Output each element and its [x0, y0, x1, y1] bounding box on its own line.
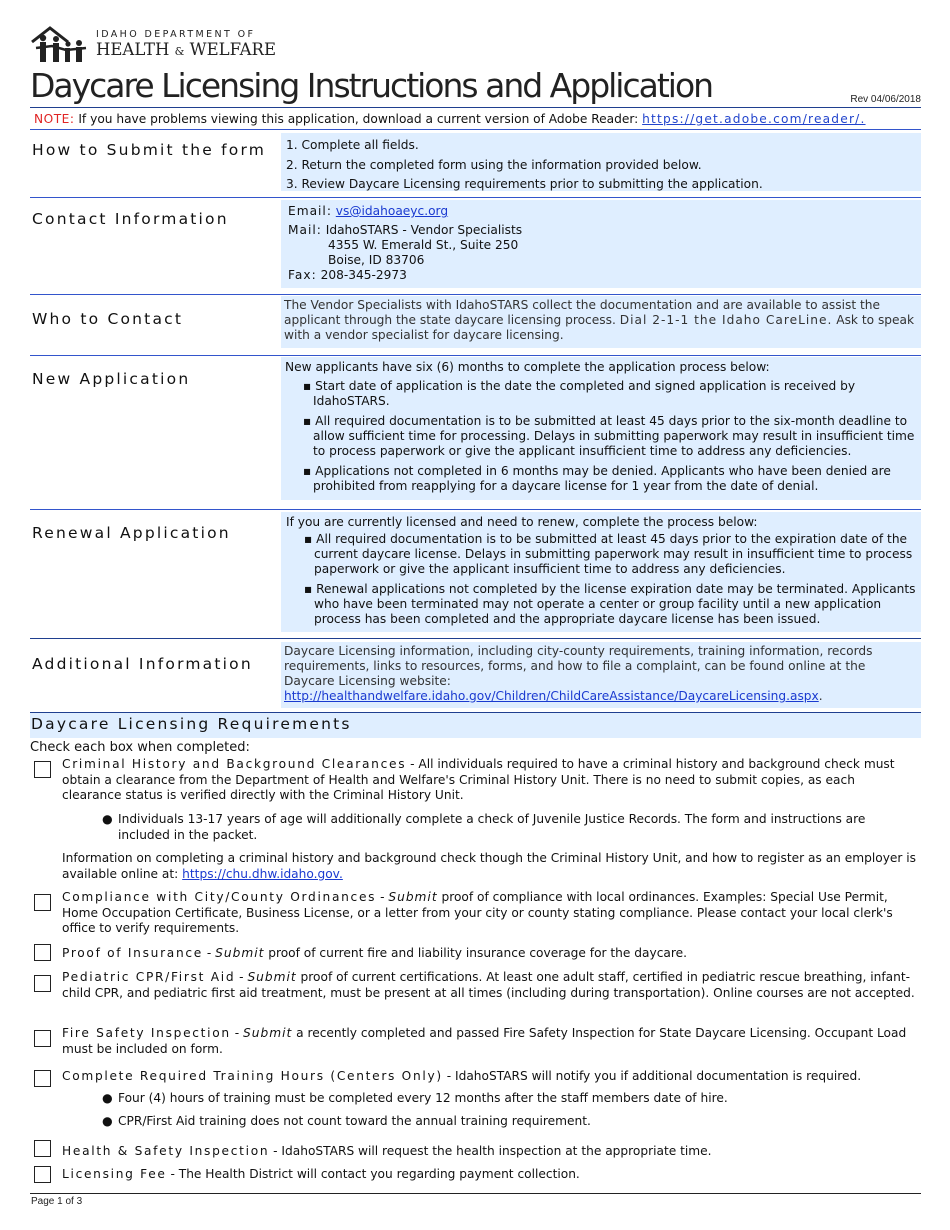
new-application-label: New Application — [32, 370, 191, 388]
note-label: NOTE: — [34, 112, 75, 126]
renewal-bullet: ▪ All required documentation is to be submitted at least 45 days prior to the expiration date of the current daycare license. Delays in submitting paperwork may result in insufficient time to process paperwork or give the applicant insufficient time to address any deficiencies. — [304, 532, 913, 576]
additional-info-box: Daycare Licensing information, including city-county requirements, training information, records requirements, links to resources, forms, and how to file a complaint, can be found online at the Daycare Licensing website: http://healthandwelfare.idaho.gov/Children/ChildCareAssistance/DaycareLicensing.aspx. — [281, 642, 921, 708]
criminal-history-item: Criminal History and Background Clearances - All individuals required to have a criminal history and background check must obtain a clearance from the Department of Health and Welfare's Criminal History Unit. There is no need to submit copies, as each clearance status is verified directly with the Criminal History Unit. — [62, 757, 895, 803]
how-to-submit-section — [30, 130, 921, 192]
new-application-section — [30, 355, 921, 502]
health-safety-checkbox[interactable] — [34, 1140, 51, 1157]
idhw-logo — [30, 26, 280, 66]
mail-line1: IdahoSTARS - Vendor Specialists — [325, 223, 523, 237]
fire-safety-checkbox[interactable] — [34, 1030, 51, 1047]
licensing-fee-checkbox[interactable] — [34, 1166, 51, 1183]
email-link[interactable]: vs@idahoaeyc.org — [335, 204, 449, 218]
revision-date: Rev 04/06/2018 — [850, 94, 921, 105]
who-to-contact-box — [281, 296, 921, 348]
step-1: 1. Complete all fields. — [286, 138, 419, 152]
contact-divider — [30, 197, 921, 198]
who-text-2: Ask to speak with a vendor specialist for daycare licensing. — [284, 313, 915, 342]
renewal-application-label: Renewal Application — [32, 524, 231, 542]
step-3: 3. Review Daycare Licensing requirements prior to submitting the application. — [286, 177, 763, 191]
daycare-licensing-link[interactable]: http://healthandwelfare.idaho.gov/Children/ChildCareAssistance/DaycareLicensing.aspx — [284, 689, 819, 703]
chu-link[interactable]: https://chu.dhw.idaho.gov. — [182, 866, 343, 881]
licensing-fee-item: Licensing Fee - The Health District will contact you regarding payment collection. — [62, 1167, 580, 1181]
contact-label: Contact Information — [32, 210, 229, 228]
adobe-note — [34, 112, 866, 126]
fax-number: 208-345-2973 — [320, 268, 407, 282]
training-bullet: Four (4) hours of training must be completed every 12 months after the staff members date of hire. — [118, 1091, 728, 1105]
contact-box — [281, 200, 921, 288]
who-divider — [30, 294, 921, 295]
health-safety-item: Health & Safety Inspection - IdahoSTARS will request the health inspection at the appropriate time. — [62, 1144, 712, 1158]
additional-info-label: Additional Information — [32, 655, 253, 673]
contact-section — [30, 197, 921, 290]
check-instruction: Check each box when completed: — [30, 740, 250, 755]
page-number: Page 1 of 3 — [31, 1196, 83, 1207]
who-text-1: The Vendor Specialists with IdahoSTARS collect the documentation and are available to assist the applicant through the state daycare licensing process. — [284, 298, 881, 327]
training-item: Complete Required Training Hours (Centers Only) - IdahoSTARS will notify you if additional documentation is required. — [62, 1069, 862, 1083]
insurance-item: Proof of Insurance - Submit proof of current fire and liability insurance coverage for the daycare. — [62, 946, 687, 960]
renewal-application-section — [30, 509, 921, 631]
note-text: If you have problems viewing this application, download a current version of Adobe Reader: — [74, 112, 643, 126]
cpr-item: Pediatric CPR/First Aid - Submit proof of current certifications. At least one adult staff, certified in pediatric rescue breathing, infant-child CPR, and pediatric first aid treatment, must be present at all times (including during transportation). Online courses are not accepted. — [62, 970, 915, 1000]
requirements-header — [30, 712, 921, 738]
how-to-submit-label: How to Submit the form — [32, 141, 267, 159]
family-logo-icon — [30, 26, 90, 66]
mail-line3: Boise, ID 83706 — [328, 253, 425, 267]
new-app-bullet: ▪ Start date of application is the date the completed and signed application is received by IdahoSTARS. — [303, 379, 856, 408]
page-title: Daycare Licensing Instructions and Application — [30, 66, 713, 105]
new-app-intro: New applicants have six (6) months to complete the application process below: — [285, 360, 770, 374]
renewal-application-box — [281, 512, 921, 632]
title-divider — [30, 107, 921, 108]
compliance-item: Compliance with City/County Ordinances - Submit proof of compliance with local ordinances. Examples: Special Use Permit, Home Occupation Certificate, Business License, or a letter from your city or county stating compliance. Please contact your local clerk's office to verify requirements. — [62, 890, 893, 936]
org-line2: HEALTH & WELFARE — [96, 40, 277, 59]
insurance-checkbox[interactable] — [34, 944, 51, 961]
training-checkbox[interactable] — [34, 1070, 51, 1087]
additional-info-section — [30, 638, 921, 708]
new-app-divider — [30, 355, 921, 356]
training-bullet: CPR/First Aid training does not count toward the annual training requirement. — [118, 1114, 591, 1128]
who-to-contact-section — [30, 294, 921, 350]
new-app-bullet: ▪ Applications not completed in 6 months may be denied. Applicants who have been denied are prohibited from reapplying for a daycare license for 1 year from the date of denial. — [303, 464, 891, 493]
renewal-divider — [30, 509, 921, 510]
cpr-checkbox[interactable] — [34, 975, 51, 992]
requirements-title: Daycare Licensing Requirements — [31, 715, 352, 733]
renewal-intro: If you are currently licensed and need to renew, complete the process below: — [286, 515, 758, 529]
who-to-contact-label: Who to Contact — [32, 310, 184, 328]
criminal-history-checkbox[interactable] — [34, 761, 51, 778]
new-app-bullet: ▪ All required documentation is to be submitted at least 45 days prior to the six-month deadline to allow sufficient time for processing. Delays in submitting paperwork may result in insufficient time to process paperwork or give the applicant insufficient time to address any deficiencies. — [303, 414, 915, 458]
new-application-box — [281, 357, 921, 500]
bullet-dot: ● — [102, 1091, 113, 1105]
additional-info-text: Daycare Licensing information, including city-county requirements, training information, records requirements, links to resources, forms, and how to file a complaint, can be found online at the Daycare Licensing website: — [284, 644, 873, 688]
org-line1: IDAHO DEPARTMENT OF — [96, 29, 256, 40]
compliance-checkbox[interactable] — [34, 894, 51, 911]
careline-text: Dial 2-1-1 the Idaho CareLine. — [619, 313, 833, 327]
mail-line2: 4355 W. Emerald St., Suite 250 — [328, 238, 519, 252]
criminal-history-info: Information on completing a criminal history and background check though the Criminal History Unit, and how to register as an employer is available online at: https://chu.dhw.idaho.gov. — [62, 851, 917, 881]
juvenile-records-note: Individuals 13-17 years of age will additionally complete a check of Juvenile Justice Records. The form and instructions are included in the packet. — [118, 812, 866, 842]
adobe-reader-link[interactable]: https://get.adobe.com/reader/. — [642, 112, 866, 126]
step-2: 2. Return the completed form using the information provided below. — [286, 157, 702, 172]
renewal-bullet: ▪ Renewal applications not completed by the license expiration date may be terminated. Applicants who have been terminated may not operate a center or group facility until a new application process has been completed and the appropriate daycare license has been issued. — [304, 582, 916, 626]
fire-safety-item: Fire Safety Inspection - Submit a recently completed and passed Fire Safety Inspection for State Daycare Licensing. Occupant Load must be included on form. — [62, 1026, 907, 1056]
email-label: Email: — [288, 204, 332, 218]
how-to-submit-box — [281, 133, 921, 191]
bullet-dot: ● — [102, 812, 113, 826]
bullet-dot: ● — [102, 1114, 113, 1128]
footer-divider — [30, 1193, 921, 1194]
mail-label: Mail: — [288, 223, 322, 237]
fax-label: Fax: — [288, 268, 317, 282]
additional-divider — [30, 638, 921, 639]
